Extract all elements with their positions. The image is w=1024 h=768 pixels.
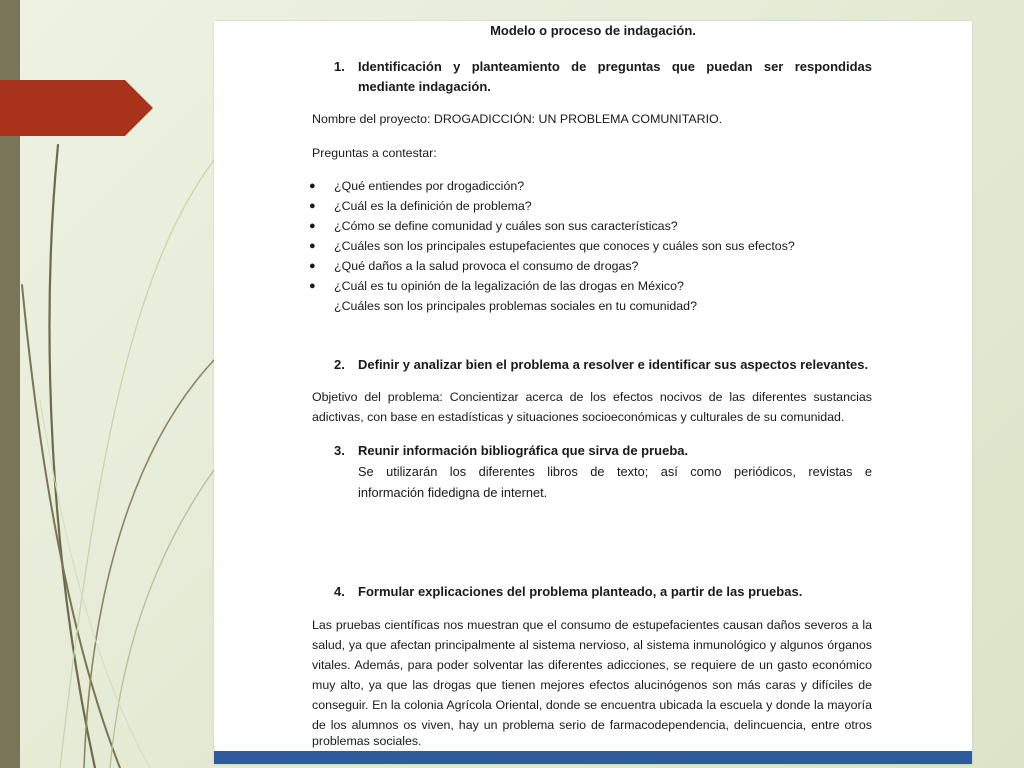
explanation-line: vitales. Además, para poder solventar las diferentes adicciones, se requiere de un gasto económico (312, 658, 872, 672)
section-1-heading-line2: mediante indagación. (358, 79, 491, 94)
section-2-number: 2. (334, 357, 345, 372)
bullet-icon: ● (309, 240, 316, 252)
questions-list (309, 176, 894, 316)
explanation-line: salud, ya que afectan principalmente al sistema nervioso, al sistema inmunológico y algunos órganos (312, 638, 872, 652)
list-item: ● ¿Cuáles son los principales estupefacientes que conoces y cuáles son sus efectos? (334, 236, 894, 256)
section-2-heading: Definir y analizar bien el problema a resolver e identificar sus aspectos relevantes. (358, 357, 869, 372)
section-3-body-line1: Se utilizarán los diferentes libros de texto; así como periódicos, revistas e (358, 464, 872, 479)
list-item: ● ¿Cuál es la definición de problema? (334, 196, 894, 216)
explanation-line: Las pruebas científicas nos muestran que el consumo de estupefacientes causan daños severos a la (312, 618, 872, 632)
explanation-line: problemas sociales. (312, 734, 422, 748)
section-4-heading: Formular explicaciones del problema planteado, a partir de las pruebas. (358, 584, 803, 599)
explanation-line: conseguir. En la colonia Agrícola Oriental, donde se encuentra ubicada la escuela y donde la mayoría (312, 698, 872, 712)
project-name: Nombre del proyecto: DROGADICCIÓN: UN PROBLEMA COMUNITARIO. (312, 112, 723, 126)
list-item: ¿Cuáles son los principales problemas sociales en tu comunidad? (334, 299, 697, 313)
doc-title: Modelo o proceso de indagación. (490, 23, 696, 38)
bullet-icon: ● (309, 260, 316, 272)
list-item: ● ¿Cuál es tu opinión de la legalización de las drogas en México? (334, 276, 894, 296)
section-3-number: 3. (334, 443, 345, 458)
section-3-body-line2: información fidedigna de internet. (358, 485, 548, 500)
bullet-icon: ● (309, 280, 316, 292)
section-1-number: 1. (334, 59, 345, 74)
explanation-line: muy alto, ya que las drogas que tienen mejores efectos alucinógenos son más caras y difíciles de (312, 678, 872, 692)
bullet-icon: ● (309, 220, 316, 232)
document-bottom-bar (214, 751, 972, 764)
objective-line1: Objetivo del problema: Concientizar acerca de los efectos nocivos de las diferentes sustancias (312, 390, 872, 404)
list-item: ● ¿Cómo se define comunidad y cuáles son sus características? (334, 216, 894, 236)
section-4-number: 4. (334, 584, 345, 599)
section-3-heading: Reunir información bibliográfica que sirva de prueba. (358, 443, 689, 458)
bullet-icon: ● (309, 180, 316, 192)
list-item: ● ¿Qué entiendes por drogadicción? (334, 176, 894, 196)
document-page (214, 21, 972, 764)
list-item: ● ¿Qué daños a la salud provoca el consumo de drogas? (334, 256, 894, 276)
red-arrow-tab (0, 80, 153, 136)
bullet-icon: ● (309, 200, 316, 212)
section-1-heading-line1: Identificación y planteamiento de preguntas que puedan ser respondidas (358, 59, 872, 74)
objective-line2: adictivas, con base en estadísticas y situaciones socioeconómicas y culturales de su comunidad. (312, 410, 845, 424)
explanation-line: de los alumnos os viven, hay un problema serio de farmacodependencia, delincuencia, entre otros (312, 718, 872, 732)
questions-label: Preguntas a contestar: (312, 146, 437, 160)
